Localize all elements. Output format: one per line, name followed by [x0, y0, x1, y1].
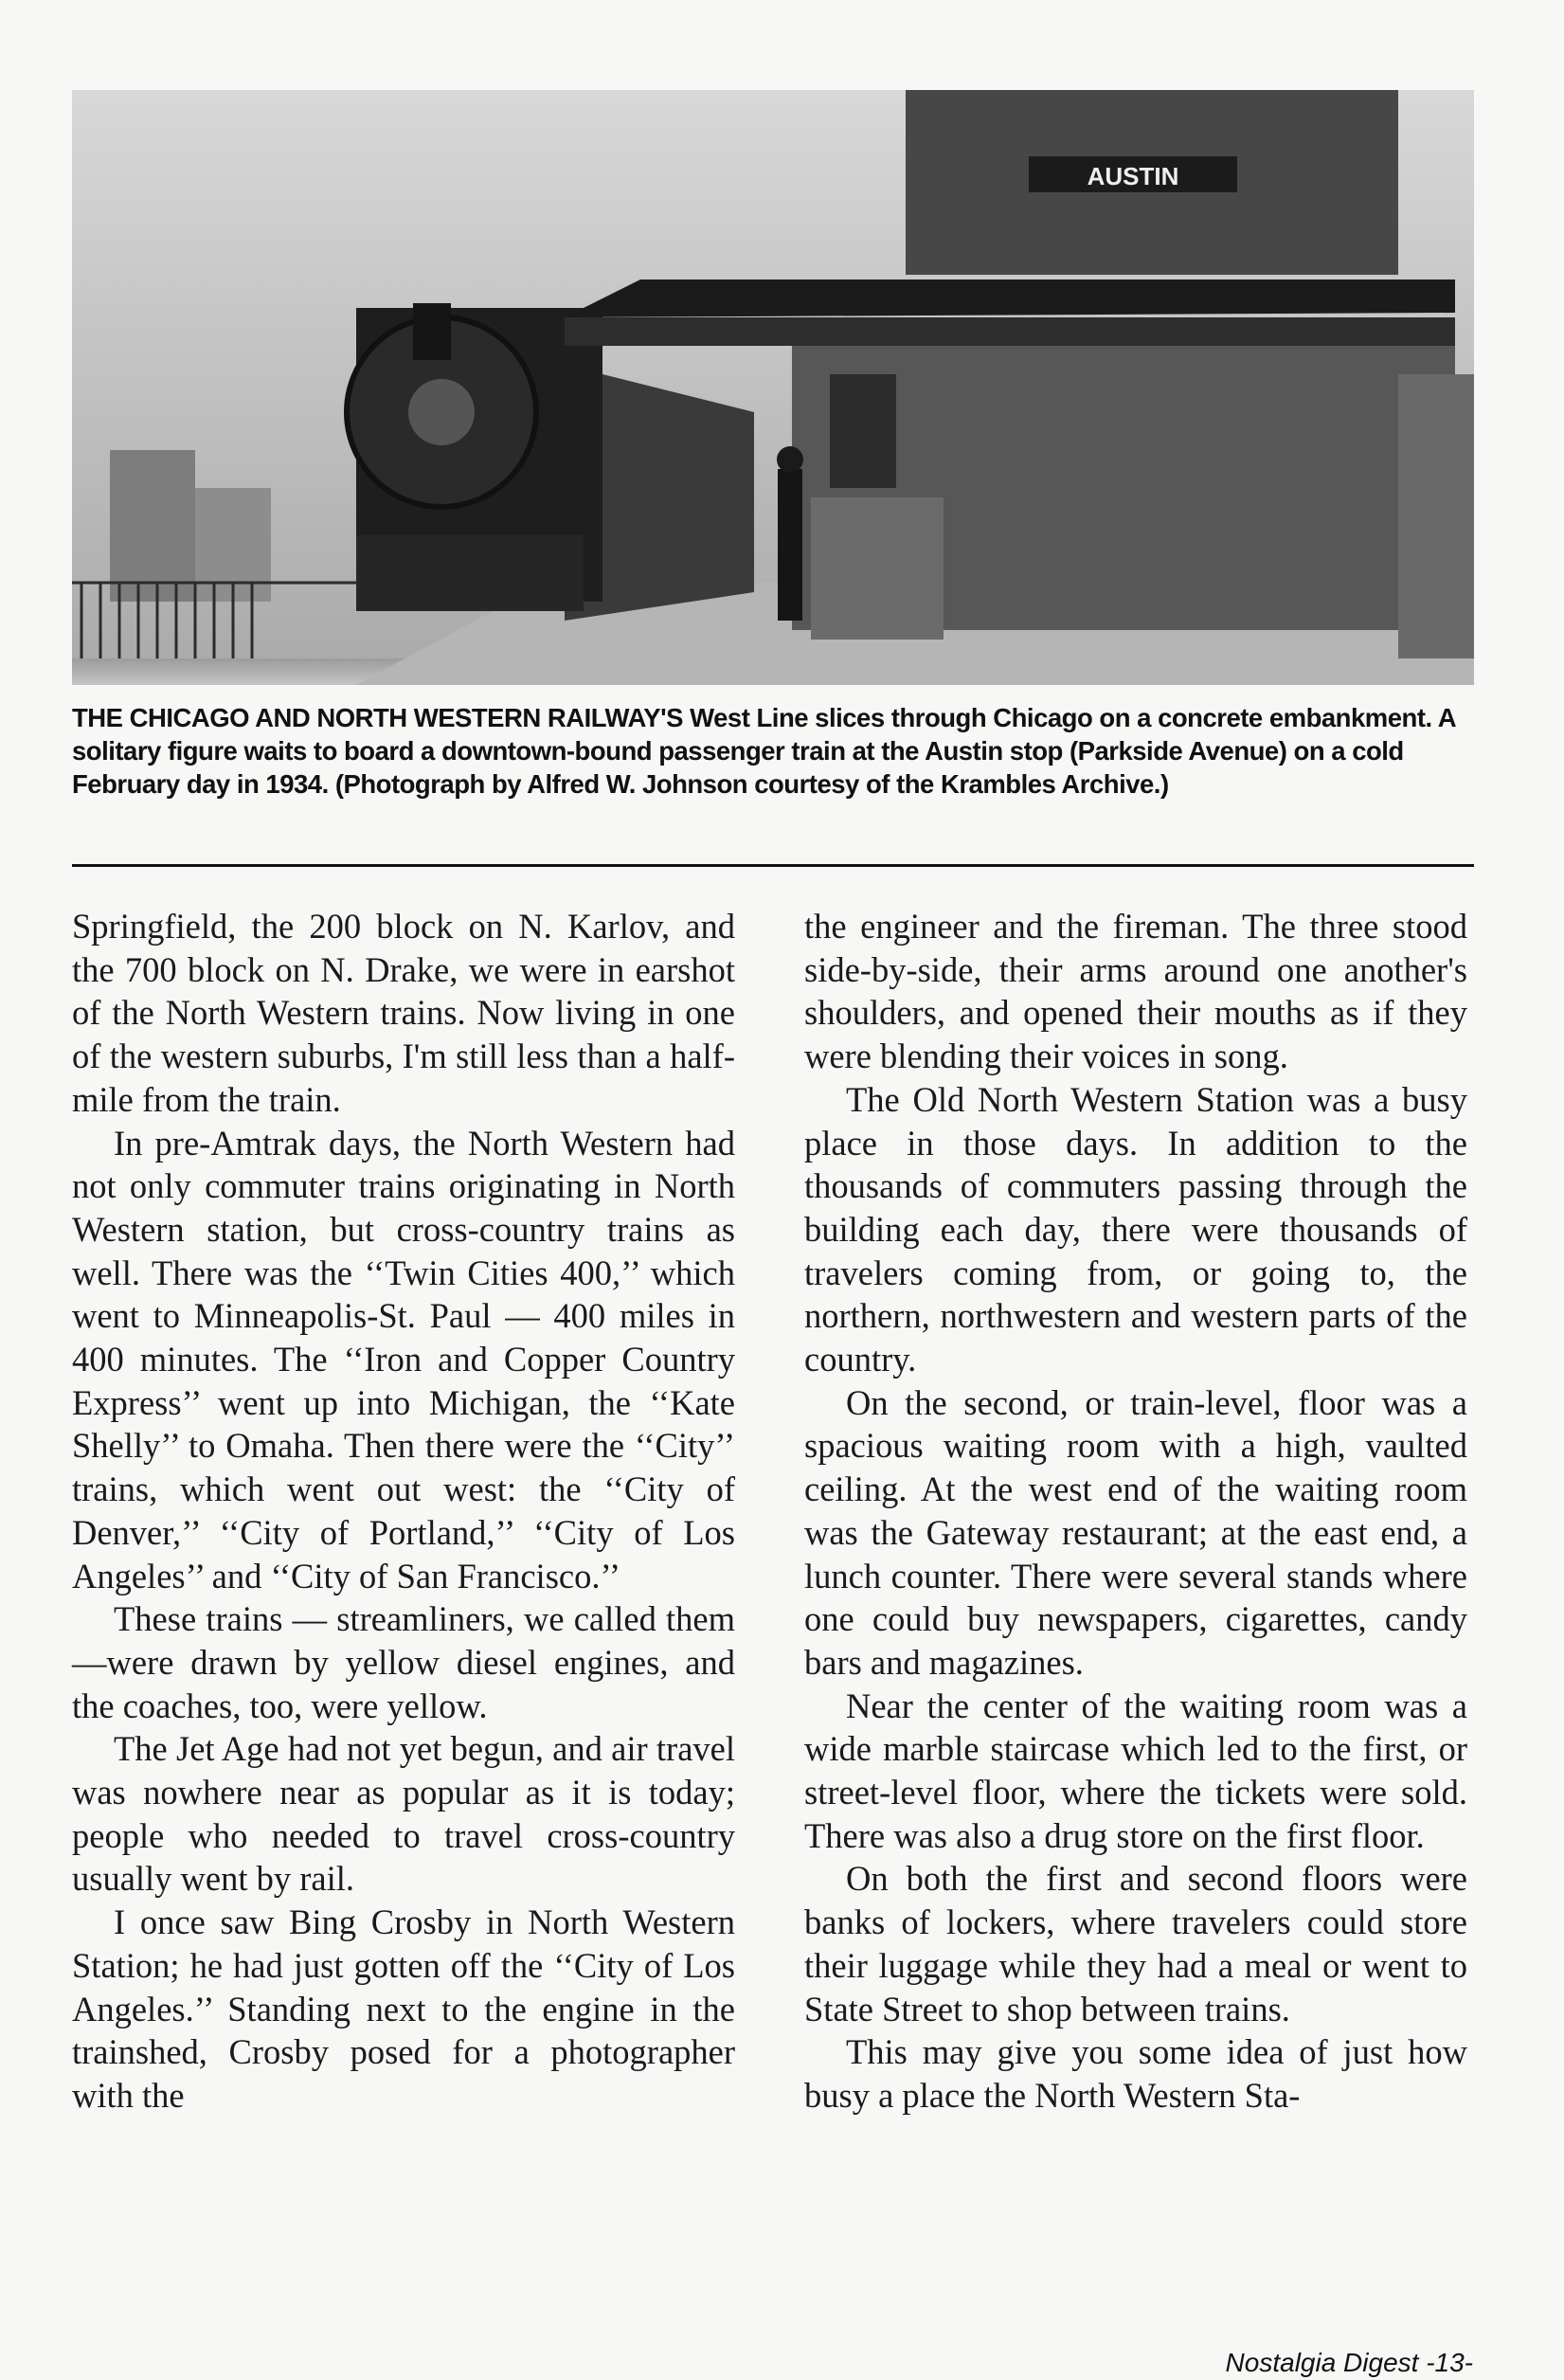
paragraph: These trains — streamliners, we called them —were drawn by yellow diesel engines, and the coaches, too, were yellow.	[72, 1599, 735, 1725]
right-column	[804, 905, 1467, 2118]
paragraph: the engineer and the fireman. The three stood side-by-side, their arms around one another's shoulders, and opened their mouths as if they were blending their voices in song.	[804, 907, 1467, 1076]
paragraph: In pre-Amtrak days, the North Western had not only commuter trains originating in North Western station, but cross-country trains as well. There was the ‘‘Twin Cities 400,’’ which went to Minneapolis-St. Paul — 400 miles in 400 minutes. The ‘‘Iron and Copper Country Express’’ went up into Michigan, the ‘‘Kate Shelly’’ to Omaha. Then there were the ‘‘City’’ trains, which went out west: the ‘‘City of Denver,’’ ‘‘City of Portland,’’ ‘‘City of Los Angeles’’ and ‘‘City of San Francisco.’’	[72, 1123, 735, 1596]
photo-illustration	[72, 90, 1474, 685]
divider-rule	[72, 864, 1474, 867]
austin-sign: AUSTIN	[1087, 162, 1179, 190]
paragraph: Springfield, the 200 block on N. Karlov, and the 700 block on N. Drake, we were in earshot of the North Western trains. Now living in one of the western suburbs, I'm still less than a half-mile from the train.	[72, 907, 735, 1119]
paragraph: The Old North Western Station was a busy place in those days. In addition to the thousands of commuters passing through the building each day, there were thousands of travelers coming from, or going to, the northern, northwestern and western parts of the country.	[804, 1079, 1467, 1379]
photo-caption: THE CHICAGO AND NORTH WESTERN RAILWAY'S West Line slices through Chicago on a concrete embankment. A solitary figure waits to board a downtown-bound passenger train at the Austin stop (Parkside Avenue) on a cold February day in 1934. (Photograph by Alfred W. Johnson courtesy of the Krambles Archive.)	[72, 703, 1456, 799]
page-footer: Nostalgia Digest -13-	[1225, 2348, 1473, 2377]
paragraph: This may give you some idea of just how busy a place the North Western Sta-	[804, 2032, 1467, 2115]
paragraph: Near the center of the waiting room was a wide marble staircase which led to the first, or street-level floor, where the tickets were sold. There was also a drug store on the first floor.	[804, 1686, 1467, 1855]
paragraph: The Jet Age had not yet begun, and air travel was nowhere near as popular as it is today; people who needed to travel cross-country usually went by rail.	[72, 1729, 735, 1899]
paragraph: I once saw Bing Crosby in North Western Station; he had just gotten off the ‘‘City of Los Angeles.’’ Standing next to the engine in the trainshed, Crosby posed for a photographer with the	[72, 1902, 735, 2115]
train-station-photo	[72, 90, 1474, 685]
paragraph: On the second, or train-level, floor was a spacious waiting room with a high, vaulted ceiling. At the west end of the waiting room was the Gateway restaurant; at the east end, a lunch counter. There were several stands where one could buy newspapers, cigarettes, candy bars and magazines.	[804, 1382, 1467, 1682]
left-column	[72, 905, 735, 2118]
paragraph: On both the first and second floors were banks of lockers, where travelers could store their luggage while they had a meal or went to State Street to shop between trains.	[804, 1859, 1467, 2028]
